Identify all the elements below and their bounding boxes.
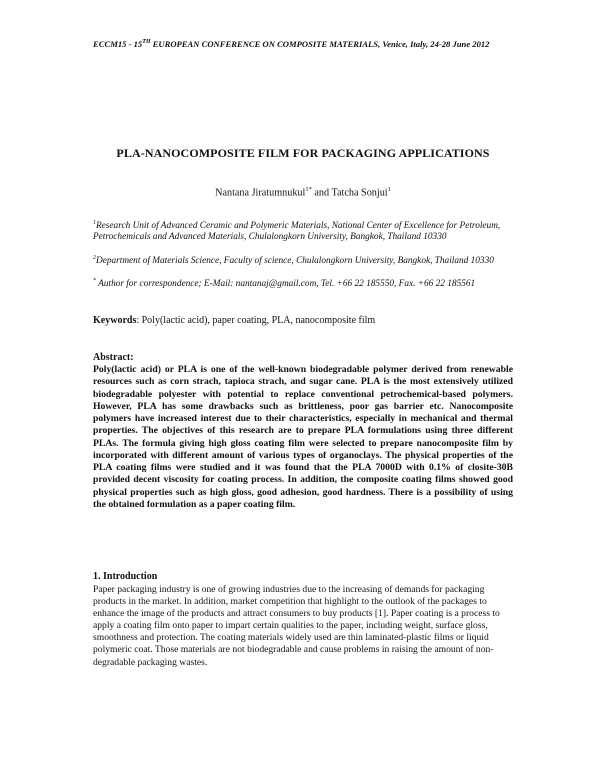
abstract-body: Poly(lactic acid) or PLA is one of the well-known biodegradable polymer derived from renewable resources such as corn strach, tapioca strach, and sugar cane. PLA is the most extensively utilized biodegradable polyester with potential to replace conventional petrochemical-based polymers. However, PLA has some drawbacks such as brittleness, poor gas barrier etc. Nanocomposite polymers have increased interest due to their characteristics, especially in mechanical and thermal properties. The objectives of this research are to prepare PLA formulations using three different PLAs. The formula giving high gloss coating film were selected to prepare nanocomposite film by incorporated with different amount of various types of organoclays. The physical properties of the PLA coating films were studied and it was found that the PLA 7000D with 0.1% of closite-30B provided decent viscosity for coating process. In addition, the composite coating films showed good physical properties such as high gloss, good adhesion, good hardness. There is a possibility of using the obtained formulation as a paper coating film. [93, 364, 513, 510]
correspondence-text: Author for correspondence; E-Mail: nantanaj@gmail.com, Tel. +66 22 185550, Fax. +66 22 185561 [96, 279, 476, 290]
correspondence [93, 276, 518, 290]
introduction-body: Paper packaging industry is one of growing industries due to the increasing of demands for packaging products in the market. In addition, market competition that highlight to the outlook of the packages to enhance the image of the products and attract consumers to buy products [1]. Paper coating is a process to apply a coating film onto paper to impart certain qualities to the paper, including weight, surface gloss, smoothness and protection. The coating materials widely used are thin laminated-plastic films or liquid polymeric coat. Those materials are not biodegradable and cause problems in raising the amount of non-degradable packaging wastes. [93, 584, 500, 668]
affiliation-1-text: Research Unit of Advanced Ceramic and Polymeric Materials, National Center of Excellence for Petroleum, Petrochemicals and Advanced Materials, Chulalongkorn University, Bangkok, Thailand 10330 [93, 221, 501, 243]
correspondence-sup: * [93, 278, 96, 284]
affiliation-2-sup: 2 [93, 255, 96, 261]
author-join: and Tatcha Sonjui [311, 187, 388, 199]
author-1-name: Nantana Jiratumnukul [215, 187, 306, 199]
author-1-sup: 1* [305, 186, 312, 193]
running-header-sup: TH [142, 39, 151, 45]
introduction-heading: 1. Introduction [93, 571, 158, 582]
affiliation-1-sup: 1 [93, 220, 96, 226]
affiliation-2 [93, 253, 518, 267]
affiliation-1 [93, 218, 518, 243]
author-2-sup: 1 [387, 186, 391, 193]
abstract-label: Abstract: [93, 352, 134, 363]
running-header [93, 37, 513, 50]
paper-title: PLA-NANOCOMPOSITE FILM FOR PACKAGING APPLICATIONS [116, 146, 490, 160]
keywords [93, 315, 513, 326]
running-header-suffix: EUROPEAN CONFERENCE ON COMPOSITE MATERIALS, Venice, Italy, 24-28 June 2012 [150, 38, 490, 49]
keywords-text: : Poly(lactic acid), paper coating, PLA, nanocomposite film [136, 315, 376, 326]
running-header-prefix: ECCM15 - 15 [93, 38, 143, 49]
affiliation-2-text: Department of Materials Science, Faculty of science, Chulalongkorn University, Bangkok, Thailand 10330 [96, 256, 494, 267]
author-line [93, 186, 513, 198]
keywords-label: Keywords [93, 315, 137, 326]
